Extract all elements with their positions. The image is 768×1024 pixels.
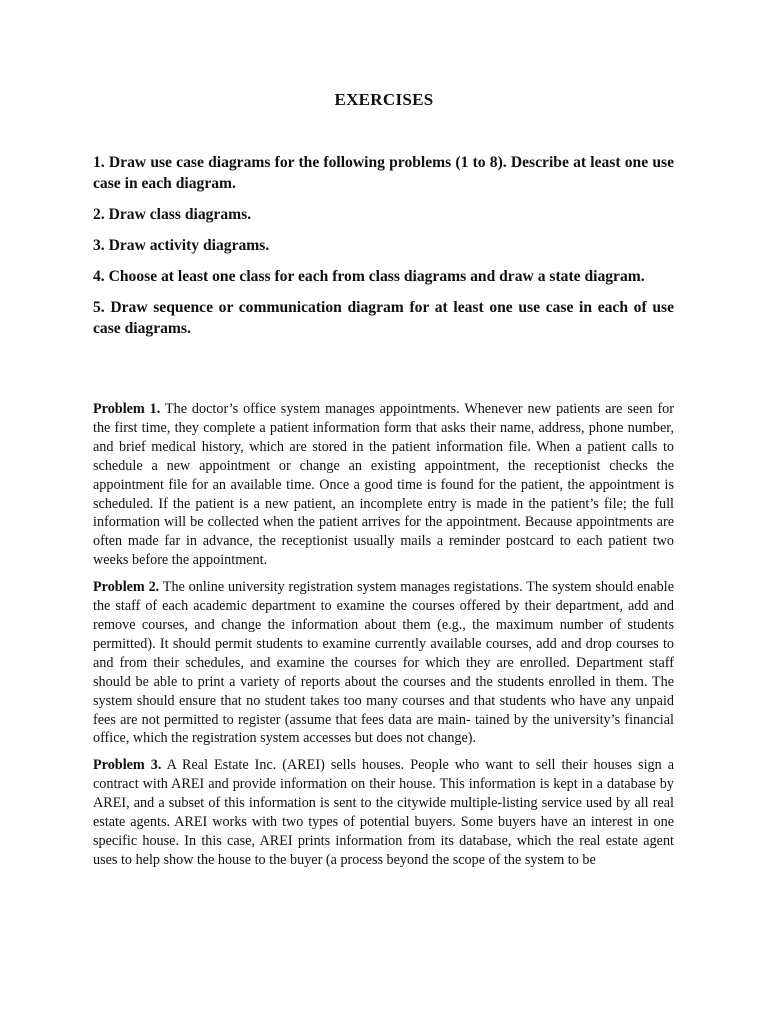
problem-1-label: Problem 1. — [93, 401, 161, 417]
exercise-item-4: 4. Choose at least one class for each from class diagrams and draw a state diagram. — [93, 268, 645, 285]
exercise-item-3: 3. Draw activity diagrams. — [93, 237, 270, 254]
page-title: EXERCISES — [334, 90, 434, 109]
problem-2-text: The online university registration system manages registations. The system should enable the staff of each academic department to examine the courses offered by their department, add and remove courses, and change the information about them (e.g., the maximum number of students permitted). It should permit students to examine currently available courses, add and drop courses to and from their schedules, and examine the courses for which they are enrolled. Department staff should be able to print a variety of reports about the courses and the students enrolled in them. The system should ensure that no student takes too many courses and that students who have any unpaid fees are not permitted to register (assume that fees data are main- tained by the university’s financial office, which the registration system accesses but does not change). — [93, 579, 674, 747]
exercise-item-1: 1. Draw use case diagrams for the following problems (1 to 8). Describe at least one use case in each diagram. — [93, 154, 674, 192]
exercise-item-2: 2. Draw class diagrams. — [93, 206, 252, 223]
problem-3-text: A Real Estate Inc. (AREI) sells houses. People who want to sell their houses sign a contract with AREI and provide information on their house. This information is kept in a database by AREI, and a subset of this information is sent to the citywide multiple-listing service used by all real estate agents. AREI works with two types of potential buyers. Some buyers have an interest in one specific house. In this case, AREI prints information from its database, which the real estate agent uses to help show the house to the buyer (a process beyond the scope of the system to be — [93, 757, 674, 868]
exercise-list — [93, 152, 674, 349]
problem-3 — [93, 756, 674, 869]
problem-1-text: The doctor’s office system manages appointments. Whenever new patients are seen for the first time, they complete a patient information form that asks their name, address, phone number, and brief medical history, which are stored in the patient information file. When a patient calls to schedule a new appointment or change an existing appointment, the receptionist checks the appointment file for an available time. Once a good time is found for the patient, the appointment is scheduled. If the patient is a new patient, an incomplete entry is made in the patient’s file; the full information will be collected when the patient arrives for the appointment. Because appointments are often made far in advance, the receptionist usually mails a reminder postcard to each patient two weeks before the appointment. — [93, 401, 674, 569]
problem-list — [93, 400, 674, 878]
problem-2-label: Problem 2. — [93, 579, 160, 596]
problem-1 — [93, 400, 674, 570]
problem-2 — [93, 578, 674, 748]
problem-3-label: Problem 3. — [93, 757, 162, 774]
exercise-item-5: 5. Draw sequence or communication diagram for at least one use case in each of use case diagrams. — [93, 299, 674, 337]
